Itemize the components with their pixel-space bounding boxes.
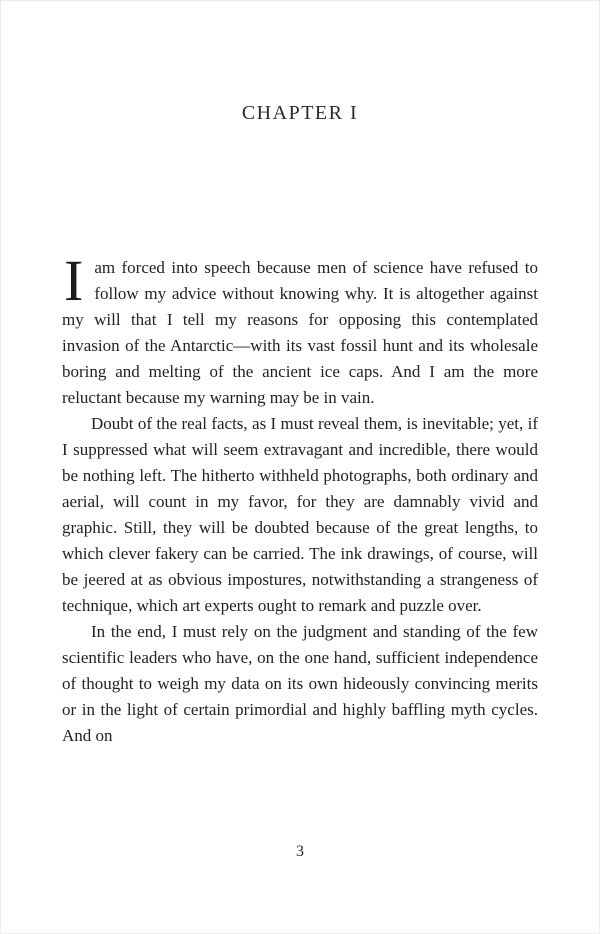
paragraph-1-text: am forced into speech because men of science have refused to follow my advice without knowing why. It is altogether against my will that I tell my reasons for opposing this contemplated invasion of the Antarctic—with its vast fossil hunt and its wholesale boring and melting of the ancient ice caps. And I am the more reluctant because my warning may be in vain. <box>62 258 538 407</box>
paragraph-3: In the end, I must rely on the judgment and standing of the few scientific leaders who have, on the one hand, sufficient independence of thought to weigh my data on its own hideously convincing merits or in the light of certain primordial and highly baffling myth cycles. And on <box>62 622 538 745</box>
body-text <box>62 248 538 749</box>
paragraph-2: Doubt of the real facts, as I must reveal them, is inevitable; yet, if I suppressed what will seem extravagant and incredible, there would be nothing left. The hitherto withheld photographs, both ordinary and aerial, will count in my favor, for they are damnably vivid and graphic. Still, they will be doubted because of the great lengths, to which clever fakery can be carried. The ink drawings, of course, will be jeered at as obvious impostures, notwithstanding a strangeness of technique, which art experts ought to remark and puzzle over. <box>62 414 538 615</box>
drop-cap: I <box>64 248 84 313</box>
page-number: 3 <box>296 843 304 860</box>
paragraph-1 <box>62 248 538 411</box>
chapter-title: CHAPTER I <box>241 102 359 124</box>
